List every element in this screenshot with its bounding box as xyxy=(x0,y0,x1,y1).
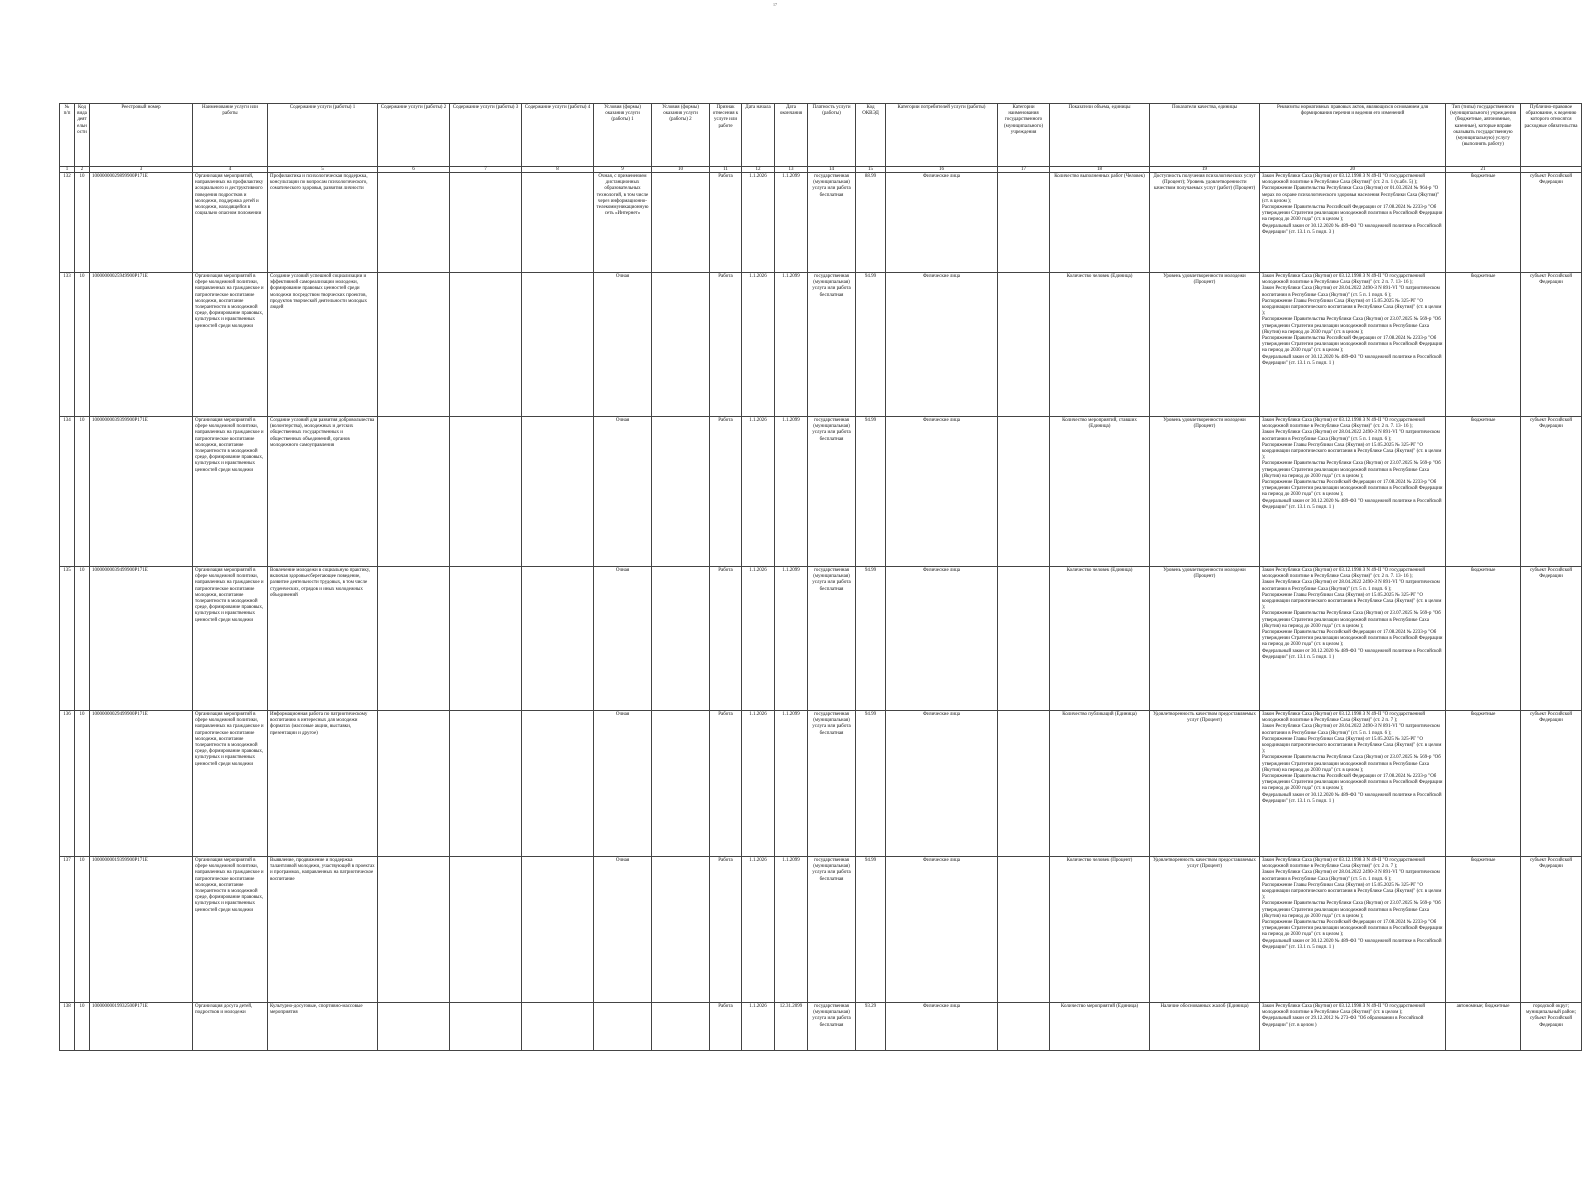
activity-code-cell: 10 xyxy=(75,417,90,567)
payment-status-cell: государственная (муниципальная) услуга или работа бесплатная xyxy=(808,273,856,417)
header-cell: Наименование услуги или работы xyxy=(193,104,268,167)
content-2-cell xyxy=(378,417,450,567)
header-cell: Содержание услуги (работы) 4 xyxy=(522,104,594,167)
consumer-category-cell: Физические лица xyxy=(886,173,998,273)
quality-indicator-cell: Наличие обоснованных жалоб (Единица) xyxy=(1150,1003,1260,1051)
table-row xyxy=(60,417,1582,567)
content-4-cell xyxy=(522,711,594,857)
end-date-cell: 1.1.2099 xyxy=(775,273,808,417)
header-cell: Категории потребителей услуги (работы) xyxy=(886,104,998,167)
condition-1-cell: Очная xyxy=(594,417,652,567)
header-cell: Дата начала xyxy=(742,104,775,167)
column-number: 20 xyxy=(1260,167,1446,173)
content-4-cell xyxy=(522,1003,594,1051)
institution-category-cell xyxy=(998,417,1050,567)
institution-type-cell: автономные; бюджетные xyxy=(1446,1003,1521,1051)
condition-2-cell xyxy=(652,417,710,567)
table-row xyxy=(60,567,1582,711)
content-4-cell xyxy=(522,417,594,567)
payment-status-cell: государственная (муниципальная) услуга или работа бесплатная xyxy=(808,711,856,857)
payment-status-cell: государственная (муниципальная) услуга или работа бесплатная xyxy=(808,417,856,567)
service-sign-cell: Работа xyxy=(710,857,742,1003)
service-name-cell: Организация мероприятий, направленных на профилактику асоциального и деструктивного поведения подростков и молодежи, поддержка детей и молодежи, находящейся в социально опасном положении xyxy=(193,173,268,273)
payment-status-cell: государственная (муниципальная) услуга или работа бесплатная xyxy=(808,173,856,273)
service-sign-cell: Работа xyxy=(710,273,742,417)
volume-indicator-cell: Количество публикаций (Единица) xyxy=(1050,711,1150,857)
table-row xyxy=(60,857,1582,1003)
column-number: 5 xyxy=(268,167,378,173)
column-number: 14 xyxy=(808,167,856,173)
condition-2-cell xyxy=(652,1003,710,1051)
start-date-cell: 1.1.2026 xyxy=(742,417,775,567)
okved-code-cell: 94.99 xyxy=(856,857,886,1003)
consumer-category-cell: Физические лица xyxy=(886,567,998,711)
service-sign-cell: Работа xyxy=(710,173,742,273)
public-entity-cell: субъект Российской Федерации xyxy=(1521,273,1582,417)
start-date-cell: 1.1.2026 xyxy=(742,567,775,711)
institution-type-cell: бюджетные xyxy=(1446,567,1521,711)
content-2-cell xyxy=(378,1003,450,1051)
start-date-cell: 1.1.2026 xyxy=(742,273,775,417)
content-2-cell xyxy=(378,273,450,417)
header-cell: Содержание услуги (работы) 3 xyxy=(450,104,522,167)
content-3-cell xyxy=(450,857,522,1003)
legal-acts-cell: Закон Республики Саха (Якутия) от 03.12.1998 З N 49-II "О государственной молодежной политике в Республике Саха (Якутия)" (ст. 2 п. 7. 13- 16 ); Закон Республики Саха (Якутия) от 28.04.2022 2490-З N 891-VI "О патриотическом воспитании в Республике Саха (Якутия)" (ст. 5 п. 1 подп. 6 ); Распоряжение Главы Республики Саха (Якутия) от 15.05.2025 № 325-РГ "О координации патриотического воспитания в Республике Саха (Якутия)" (ст. в целом ); Распоряжение Правительства Республики Саха (Якутия) от 23.07.2025 № 569-р "Об утверждении Стратегии реализации молодежной политики в Республике Саха (Якутия) на период до 2030 года" (ст. в целом ); Распоряжение Правительства Российской Федерации от 17.08.2024 № 2233-р "Об утверждении Стратегии реализации молодежной политики в Российской Федерации на период до 2030 года" (ст. в целом ); Федеральный закон от 30.12.2020 № 489-ФЗ "О молодежной политике в Российской Федерации" (ст. 13.1 п. 5 подп. 1 ) xyxy=(1260,567,1446,711)
condition-1-cell: Очная xyxy=(594,273,652,417)
public-entity-cell: субъект Российской Федерации xyxy=(1521,173,1582,273)
column-number: 18 xyxy=(1050,167,1150,173)
institution-type-cell: бюджетные xyxy=(1446,173,1521,273)
volume-indicator-cell: Количество мероприятий, ставших (Единица) xyxy=(1050,417,1150,567)
column-number: 13 xyxy=(775,167,808,173)
column-number: 8 xyxy=(522,167,594,173)
public-entity-cell: городской округ; муниципальный район; субъект Российской Федерации xyxy=(1521,1003,1582,1051)
okved-code-cell: 94.99 xyxy=(856,273,886,417)
okved-code-cell: 94.99 xyxy=(856,567,886,711)
service-name-cell: Организация мероприятий в сфере молодежной политики, направленных на гражданское и патриотическое воспитание молодежи, воспитание толерантности в молодежной среде, формирование правовых, культурных и нравственных ценностей среди молодежи xyxy=(193,711,268,857)
consumer-category-cell: Физические лица xyxy=(886,417,998,567)
service-name-cell: Организация мероприятий в сфере молодежной политики, направленных на гражданское и патриотическое воспитание молодежи, воспитание толерантности в молодежной среде, формирование правовых, культурных и нравственных ценностей среди молодежи xyxy=(193,567,268,711)
column-number: 10 xyxy=(652,167,710,173)
content-1-cell: Вовлечение молодежи в социальную практику, включая здоровьесберегающее поведение, развитие деятельности трудовых, в том числе студенческих, отрядов и иных молодежных объединений xyxy=(268,567,378,711)
header-cell: Содержание услуги (работы) 2 xyxy=(378,104,450,167)
institution-category-cell xyxy=(998,857,1050,1003)
end-date-cell: 1.1.2099 xyxy=(775,567,808,711)
column-number: 7 xyxy=(450,167,522,173)
service-sign-cell: Работа xyxy=(710,711,742,857)
okved-code-cell: 94.99 xyxy=(856,711,886,857)
legal-acts-cell: Закон Республики Саха (Якутия) от 03.12.1998 З N 49-II "О государственной молодежной политике в Республике Саха (Якутия)" (ст. 2 п. 7 ); Закон Республики Саха (Якутия) от 28.04.2022 2490-З N 891-VI "О патриотическом воспитании в Республике Саха (Якутия)" (ст. 5 п. 1 подп. 6 ); Распоряжение Главы Республики Саха (Якутия) от 15.05.2025 № 325-РГ "О координации патриотического воспитания в Республике Саха (Якутия)" (ст. в целом ); Распоряжение Правительства Республики Саха (Якутия) от 23.07.2025 № 569-р "Об утверждении Стратегии реализации молодежной политики в Республике Саха (Якутия) на период до 2030 года" (ст. в целом ); Распоряжение Правительства Российской Федерации от 17.08.2024 № 2233-р "Об утверждении Стратегии реализации молодежной политики в Российской Федерации на период до 2030 года" (ст. в целом ); Федеральный закон от 30.12.2020 № 489-ФЗ "О молодежной политике в Российской Федерации" (ст. 13.1 п. 5 подп. 1 ) xyxy=(1260,711,1446,857)
content-3-cell xyxy=(450,567,522,711)
header-cell: Содержание услуги (работы) 1 xyxy=(268,104,378,167)
header-cell: Публично-правовое образование, к ведению которого относятся расходные обязательства xyxy=(1521,104,1582,167)
payment-status-cell: государственная (муниципальная) услуга или работа бесплатная xyxy=(808,857,856,1003)
public-entity-cell: субъект Российской Федерации xyxy=(1521,857,1582,1003)
institution-category-cell xyxy=(998,273,1050,417)
condition-1-cell: Очная, с применением дистанционных образовательных технологий, в том числе через информационно-телекоммуникационную сеть «Интернет» xyxy=(594,173,652,273)
activity-code-cell: 10 xyxy=(75,857,90,1003)
row-number-cell: 138 xyxy=(60,1003,75,1051)
public-entity-cell: субъект Российской Федерации xyxy=(1521,567,1582,711)
service-name-cell: Организация досуга детей, подростков и молодежи xyxy=(193,1003,268,1051)
volume-indicator-cell: Количество выполненных работ (Человек) xyxy=(1050,173,1150,273)
content-1-cell: Профилактика и психологическая поддержка, консультации по вопросам психологического, соматического здоровья, развития личности xyxy=(268,173,378,273)
header-cell: Показатели объема, единицы xyxy=(1050,104,1150,167)
column-number: 21 xyxy=(1446,167,1521,173)
condition-2-cell xyxy=(652,857,710,1003)
institution-type-cell: бюджетные xyxy=(1446,711,1521,857)
institution-category-cell xyxy=(998,173,1050,273)
legal-acts-cell: Закон Республики Саха (Якутия) от 03.12.1998 З N 49-II "О государственной молодежной политике в Республике Саха (Якутия)" (ст. 2 п. 1 (ч.абз. 5) ); Распоряжение Правительства Республики Саха (Якутия) от 01.03.2024 № 964-р "О мерах по охране психологического здоровья населения Республики Саха (Якутия)" (ст. в целом ); Распоряжение Правительства Российской Федерации от 17.08.2024 № 2233-р "Об утверждении Стратегии реализации молодежной политики в Российской Федерации на период до 2030 года" (ст. в целом ); Федеральный закон от 30.12.2020 № 489-ФЗ "О молодежной политике в Российской Федерации" (ст. 13.1 п. 5 подп. 3 ) xyxy=(1260,173,1446,273)
service-name-cell: Организация мероприятий в сфере молодежной политики, направленных на гражданское и патриотическое воспитание молодежи, воспитание толерантности в молодежной среде, формирование правовых, культурных и нравственных ценностей среди молодежи xyxy=(193,417,268,567)
institution-type-cell: бюджетные xyxy=(1446,857,1521,1003)
header-cell: Условия (формы) оказания услуги (работы) 1 xyxy=(594,104,652,167)
institution-category-cell xyxy=(998,1003,1050,1051)
quality-indicator-cell: Доступность получения психологических услуг (Процент); Уровень удовлетворенности качеством получаемых услуг (работ) (Процент) xyxy=(1150,173,1260,273)
volume-indicator-cell: Количество человек (Процент) xyxy=(1050,857,1150,1003)
column-number: 3 xyxy=(90,167,193,173)
row-number-cell: 136 xyxy=(60,711,75,857)
end-date-cell: 1.1.2099 xyxy=(775,417,808,567)
page-number: 17 xyxy=(773,2,777,7)
public-entity-cell: субъект Российской Федерации xyxy=(1521,711,1582,857)
row-number-cell: 132 xyxy=(60,173,75,273)
service-name-cell: Организация мероприятий в сфере молодежной политики, направленных на гражданское и патриотическое воспитание молодежи, воспитание толерантности в молодежной среде, формирование правовых, культурных и нравственных ценностей среди молодежи xyxy=(193,857,268,1003)
header-cell: Признак отнесения к услуге или работе xyxy=(710,104,742,167)
registry-number-cell: 10000000039499900Р171Е xyxy=(90,567,193,711)
content-4-cell xyxy=(522,173,594,273)
header-cell: Код вида деятельности xyxy=(75,104,90,167)
content-1-cell: Информационная работа по патриотическому воспитанию в интересных для молодежи форматах (массовые акции, выставки, презентации и другое) xyxy=(268,711,378,857)
content-1-cell: Культурно-досуговые, спортивно-массовые мероприятия xyxy=(268,1003,378,1051)
end-date-cell: 1.1.2099 xyxy=(775,173,808,273)
content-2-cell xyxy=(378,857,450,1003)
start-date-cell: 1.1.2026 xyxy=(742,173,775,273)
header-cell: Показатели качества, единицы xyxy=(1150,104,1260,167)
column-number: 6 xyxy=(378,167,450,173)
service-sign-cell: Работа xyxy=(710,417,742,567)
condition-2-cell xyxy=(652,273,710,417)
activity-code-cell: 10 xyxy=(75,273,90,417)
header-cell: Условия (формы) оказания услуги (работы) 2 xyxy=(652,104,710,167)
activity-code-cell: 10 xyxy=(75,1003,90,1051)
institution-category-cell xyxy=(998,711,1050,857)
content-2-cell xyxy=(378,173,450,273)
row-number-cell: 137 xyxy=(60,857,75,1003)
column-number: 4 xyxy=(193,167,268,173)
content-1-cell: Выявление, продвижение и поддержка талантливой молодежи, участвующей в проектах и программах, направленных на патриотическое воспитание xyxy=(268,857,378,1003)
header-cell: Категории наименования государственного (муниципального) учреждения xyxy=(998,104,1050,167)
okved-code-cell: 94.99 xyxy=(856,417,886,567)
start-date-cell: 1.1.2026 xyxy=(742,1003,775,1051)
payment-status-cell: государственная (муниципальная) услуга или работа бесплатная xyxy=(808,567,856,711)
content-4-cell xyxy=(522,273,594,417)
content-3-cell xyxy=(450,173,522,273)
column-number: 9 xyxy=(594,167,652,173)
row-number-cell: 134 xyxy=(60,417,75,567)
content-3-cell xyxy=(450,273,522,417)
okved-code-cell: 93.29 xyxy=(856,1003,886,1051)
registry-number-cell: 10000000029499900Р171Е xyxy=(90,711,193,857)
okved-code-cell: 88.99 xyxy=(856,173,886,273)
content-4-cell xyxy=(522,567,594,711)
end-date-cell: 1.1.2099 xyxy=(775,711,808,857)
quality-indicator-cell: Уровень удовлетворенности молодежи (Процент) xyxy=(1150,273,1260,417)
header-cell: Платность услуги (работы) xyxy=(808,104,856,167)
service-sign-cell: Работа xyxy=(710,1003,742,1051)
column-number: 1 xyxy=(60,167,75,173)
service-name-cell: Организация мероприятий в сфере молодежной политики, направленных на гражданское и патриотическое воспитание молодежи, воспитание толерантности в молодежной среде, формирование правовых, культурных и нравственных ценностей среди молодежи xyxy=(193,273,268,417)
legal-acts-cell: Закон Республики Саха (Якутия) от 03.12.1998 З N 49-II "О государственной молодежной политике в Республике Саха (Якутия)" (ст. 2 п. 7 ); Закон Республики Саха (Якутия) от 28.04.2022 2490-З N 891-VI "О патриотическом воспитании в Республике Саха (Якутия)" (ст. 5 п. 1 подп. 6 ); Распоряжение Главы Республики Саха (Якутия) от 15.05.2025 № 325-РГ "О координации патриотического воспитания в Республике Саха (Якутия)" (ст. в целом ); Распоряжение Правительства Республики Саха (Якутия) от 23.07.2025 № 569-р "Об утверждении Стратегии реализации молодежной политики в Республике Саха (Якутия) на период до 2030 года" (ст. в целом ); Распоряжение Правительства Российской Федерации от 17.08.2024 № 2233-р "Об утверждении Стратегии реализации молодежной политики в Российской Федерации на период до 2030 года" (ст. в целом ); Федеральный закон от 30.12.2020 № 489-ФЗ "О молодежной политике в Российской Федерации" (ст. 13.1 п. 5 подп. 1 ) xyxy=(1260,857,1446,1003)
registry-number-cell: 10000000029899900Р171Е xyxy=(90,173,193,273)
content-2-cell xyxy=(378,711,450,857)
institution-type-cell: бюджетные xyxy=(1446,417,1521,567)
condition-1-cell xyxy=(594,1003,652,1051)
registry-number-cell: 10000000025949900Р171Е xyxy=(90,273,193,417)
header-cell: Тип (типы) государственного (муниципального) учреждения (бюджетные, автономные, казенные), которые вправе оказывать государственную (муниципальную) услугу (выполнять работу) xyxy=(1446,104,1521,167)
activity-code-cell: 10 xyxy=(75,711,90,857)
content-4-cell xyxy=(522,857,594,1003)
institution-type-cell: бюджетные xyxy=(1446,273,1521,417)
payment-status-cell: государственная (муниципальная) услуга или работа бесплатная xyxy=(808,1003,856,1051)
condition-1-cell: Очная xyxy=(594,857,652,1003)
legal-acts-cell: Закон Республики Саха (Якутия) от 03.12.1998 З N 49-II "О государственной молодежной политике в Республике Саха (Якутия)" (ст. 2 п. 7. 13- 16 ); Закон Республики Саха (Якутия) от 28.04.2022 2490-З N 891-VI "О патриотическом воспитании в Республике Саха (Якутия)" (ст. 5 п. 1 подп. 6 ); Распоряжение Главы Республики Саха (Якутия) от 15.05.2025 № 325-РГ "О координации патриотического воспитания в Республике Саха (Якутия)" (ст. в целом ); Распоряжение Правительства Республики Саха (Якутия) от 23.07.2025 № 569-р "Об утверждении Стратегии реализации молодежной политики в Республике Саха (Якутия) на период до 2030 года" (ст. в целом ); Распоряжение Правительства Российской Федерации от 17.08.2024 № 2233-р "Об утверждении Стратегии реализации молодежной политики в Российской Федерации на период до 2030 года" (ст. в целом ); Федеральный закон от 30.12.2020 № 489-ФЗ "О молодежной политике в Российской Федерации" (ст. 13.1 п. 5 подп. 1 ) xyxy=(1260,273,1446,417)
table-row xyxy=(60,173,1582,273)
start-date-cell: 1.1.2026 xyxy=(742,711,775,857)
institution-category-cell xyxy=(998,567,1050,711)
table-row xyxy=(60,1003,1582,1051)
consumer-category-cell: Физические лица xyxy=(886,273,998,417)
condition-2-cell xyxy=(652,173,710,273)
registry-number-cell: 10000000039399900Р171Е xyxy=(90,417,193,567)
table-row xyxy=(60,711,1582,857)
column-number: 15 xyxy=(856,167,886,173)
header-cell: Реестровый номер xyxy=(90,104,193,167)
consumer-category-cell: Физические лица xyxy=(886,857,998,1003)
condition-1-cell: Очная xyxy=(594,711,652,857)
column-number: 16 xyxy=(886,167,998,173)
end-date-cell: 12.31.2099 xyxy=(775,1003,808,1051)
table-row xyxy=(60,273,1582,417)
column-number: 2 xyxy=(75,167,90,173)
content-3-cell xyxy=(450,711,522,857)
column-number: 19 xyxy=(1150,167,1260,173)
column-number: 12 xyxy=(742,167,775,173)
content-1-cell: Создание условий для развития добровольчества (волонтерства), молодежных и детских общественных государственных и общественных объединений, органов молодежного самоуправления xyxy=(268,417,378,567)
header-cell: Дата окончания xyxy=(775,104,808,167)
consumer-category-cell: Физические лица xyxy=(886,1003,998,1051)
end-date-cell: 1.1.2099 xyxy=(775,857,808,1003)
volume-indicator-cell: Количество человек (Единица) xyxy=(1050,273,1150,417)
header-cell: № п/п xyxy=(60,104,75,167)
registry-number-cell: 10000000019399900Р171Е xyxy=(90,857,193,1003)
registry-number-cell: 10000000019932500Р171Е xyxy=(90,1003,193,1051)
row-number-cell: 133 xyxy=(60,273,75,417)
start-date-cell: 1.1.2026 xyxy=(742,857,775,1003)
volume-indicator-cell: Количество мероприятий (Единица) xyxy=(1050,1003,1150,1051)
condition-2-cell xyxy=(652,567,710,711)
content-3-cell xyxy=(450,1003,522,1051)
row-number-cell: 135 xyxy=(60,567,75,711)
column-number: 11 xyxy=(710,167,742,173)
column-number: 17 xyxy=(998,167,1050,173)
volume-indicator-cell: Количество человек (Единица) xyxy=(1050,567,1150,711)
quality-indicator-cell: Удовлетворенность качеством предоставляемых услуг (Процент) xyxy=(1150,711,1260,857)
quality-indicator-cell: Уровень удовлетворенности молодежи (Процент) xyxy=(1150,567,1260,711)
activity-code-cell: 10 xyxy=(75,567,90,711)
content-2-cell xyxy=(378,567,450,711)
quality-indicator-cell: Уровень удовлетворенности молодежи (Процент) xyxy=(1150,417,1260,567)
activity-code-cell: 10 xyxy=(75,173,90,273)
legal-acts-cell: Закон Республики Саха (Якутия) от 03.12.1998 З N 49-II "О государственной молодежной политике в Республике Саха (Якутия)" (ст. в целом ); Федеральный закон от 29.12.2012 № 273-ФЗ "Об образовании в Российской Федерации" (ст. в целом ) xyxy=(1260,1003,1446,1051)
content-1-cell: Создание условий успешной социализации и эффективной самореализации молодежи, формирование правовых ценностей среди молодежи посредством творческих проектов, продуктов творческой деятельности молодых людей xyxy=(268,273,378,417)
header-cell: Код ОКВЭД xyxy=(856,104,886,167)
service-sign-cell: Работа xyxy=(710,567,742,711)
quality-indicator-cell: Удовлетворенность качеством предоставляемых услуг (Процент) xyxy=(1150,857,1260,1003)
legal-acts-cell: Закон Республики Саха (Якутия) от 03.12.1998 З N 49-II "О государственной молодежной политике в Республике Саха (Якутия)" (ст. 2 п. 7. 13- 16 ); Закон Республики Саха (Якутия) от 28.04.2022 2490-З N 891-VI "О патриотическом воспитании в Республике Саха (Якутия)" (ст. 5 п. 1 подп. 6 ); Распоряжение Главы Республики Саха (Якутия) от 15.05.2025 № 325-РГ "О координации патриотического воспитания в Республике Саха (Якутия)" (ст. в целом ); Распоряжение Правительства Республики Саха (Якутия) от 23.07.2025 № 569-р "Об утверждении Стратегии реализации молодежной политики в Республике Саха (Якутия) на период до 2030 года" (ст. в целом ); Распоряжение Правительства Российской Федерации от 17.08.2024 № 2233-р "Об утверждении Стратегии реализации молодежной политики в Российской Федерации на период до 2030 года" (ст. в целом ); Федеральный закон от 30.12.2020 № 489-ФЗ "О молодежной политике в Российской Федерации" (ст. 13.1 п. 5 подп. 1 ) xyxy=(1260,417,1446,567)
content-3-cell xyxy=(450,417,522,567)
condition-1-cell: Очная xyxy=(594,567,652,711)
header-row xyxy=(60,104,1582,167)
header-cell: Реквизиты нормативных правовых актов, являющихся основанием для формирования перечня и ведения его изменений xyxy=(1260,104,1446,167)
services-register-table xyxy=(59,103,1582,1051)
condition-2-cell xyxy=(652,711,710,857)
public-entity-cell: субъект Российской Федерации xyxy=(1521,417,1582,567)
consumer-category-cell: Физические лица xyxy=(886,711,998,857)
